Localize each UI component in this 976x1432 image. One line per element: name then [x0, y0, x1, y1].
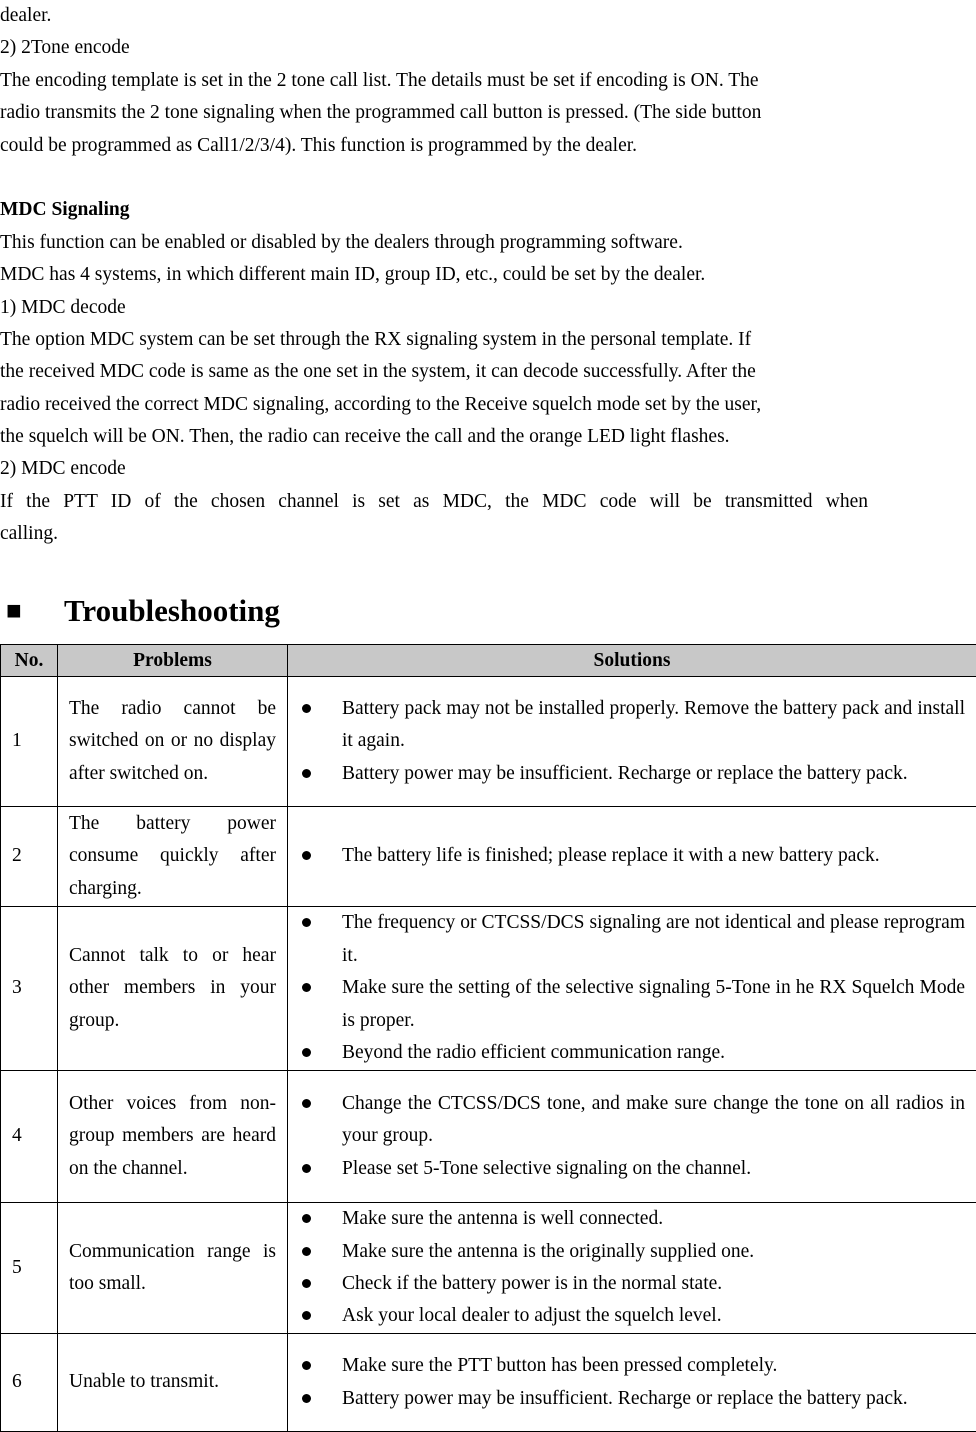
bullet-icon: [302, 918, 311, 927]
solution-item: [288, 972, 965, 1037]
problem-cell: Cannot talk to or hear other members in your group.: [58, 907, 288, 1071]
solutions-cell: [288, 807, 976, 907]
table-row: [1, 677, 976, 807]
solution-text: Make sure the setting of the selective signaling 5-Tone in he RX Squelch Mode is proper.: [342, 977, 965, 1030]
header-problems: Problems: [58, 645, 288, 677]
troubleshooting-table: [0, 644, 976, 1432]
solution-text: Battery power may be insufficient. Recharge or replace the battery pack.: [342, 763, 908, 784]
solutions-cell: [288, 1071, 976, 1203]
bullet-icon: [302, 1279, 311, 1288]
solution-item: [288, 1268, 965, 1300]
solution-text: Make sure the PTT button has been pressed completely.: [342, 1355, 777, 1376]
solutions-cell: [288, 677, 976, 807]
table-row: [1, 1334, 976, 1432]
paragraph-gap: [0, 162, 868, 194]
problem-cell: Communication range is too small.: [58, 1203, 288, 1334]
table-row: [1, 1071, 976, 1203]
section-heading: [0, 588, 280, 634]
solution-item: [288, 1383, 965, 1415]
solution-text: Battery pack may not be installed properly. Remove the battery pack and install it again.: [342, 698, 965, 751]
row-number: 2: [1, 807, 58, 907]
solutions-list: [288, 907, 965, 1069]
text-line: If the PTT ID of the chosen channel is set as MDC, the MDC code will be transmitted when: [0, 486, 868, 518]
text-line: The option MDC system can be set through the RX signaling system in the personal template. If: [0, 324, 868, 356]
bullet-icon: [302, 1164, 311, 1173]
text-line: This function can be enabled or disabled by the dealers through programming software.: [0, 227, 868, 259]
text-line: MDC has 4 systems, in which different main ID, group ID, etc., could be set by the dealer.: [0, 259, 868, 291]
square-bullet-icon: ■: [0, 588, 64, 634]
text-line: dealer.: [0, 0, 868, 32]
text-line: radio transmits the 2 tone signaling when the programmed call button is pressed. (The side button: [0, 97, 868, 129]
solution-text: Battery power may be insufficient. Recharge or replace the battery pack.: [342, 1388, 908, 1409]
problem-cell: The battery power consume quickly after charging.: [58, 807, 288, 907]
solution-item: [288, 840, 965, 872]
solution-text: Check if the battery power is in the normal state.: [342, 1273, 722, 1294]
solution-text: Please set 5-Tone selective signaling on the channel.: [342, 1158, 751, 1179]
solution-item: [288, 1088, 965, 1153]
section-title: Troubleshooting: [64, 593, 280, 628]
row-number: 4: [1, 1071, 58, 1203]
solution-text: Make sure the antenna is the originally supplied one.: [342, 1241, 754, 1262]
bullet-icon: [302, 1311, 311, 1320]
solution-item: [288, 1236, 965, 1268]
text-line: 2) 2Tone encode: [0, 32, 868, 64]
header-no: No.: [1, 645, 58, 677]
problem-cell: The radio cannot be switched on or no display after switched on.: [58, 677, 288, 807]
solution-item: [288, 1300, 965, 1332]
solutions-list: [288, 693, 965, 790]
bullet-icon: [302, 1099, 311, 1108]
bullet-icon: [302, 1048, 311, 1057]
solution-text: Make sure the antenna is well connected.: [342, 1208, 663, 1229]
bullet-icon: [302, 704, 311, 713]
bullet-icon: [302, 851, 311, 860]
table-row: [1, 907, 976, 1071]
row-number: 1: [1, 677, 58, 807]
bullet-icon: [302, 769, 311, 778]
solution-item: [288, 758, 965, 790]
bullet-icon: [302, 983, 311, 992]
text-line: calling.: [0, 518, 868, 550]
solution-item: [288, 1203, 965, 1235]
row-number: 5: [1, 1203, 58, 1334]
solution-text: Change the CTCSS/DCS tone, and make sure change the tone on all radios in your group.: [342, 1093, 965, 1146]
text-line: could be programmed as Call1/2/3/4). This function is programmed by the dealer.: [0, 130, 868, 162]
solution-item: [288, 693, 965, 758]
text-line: the received MDC code is same as the one set in the system, it can decode successfully. After the: [0, 356, 868, 388]
solutions-list: [288, 840, 965, 872]
text-line: 2) MDC encode: [0, 453, 868, 485]
row-number: 3: [1, 907, 58, 1071]
solutions-cell: [288, 907, 976, 1071]
row-number: 6: [1, 1334, 58, 1432]
header-solutions: Solutions: [288, 645, 976, 677]
solution-item: [288, 1037, 965, 1069]
intro-text-block: [0, 0, 868, 551]
solutions-list: [288, 1088, 965, 1185]
bullet-icon: [302, 1214, 311, 1223]
bullet-icon: [302, 1247, 311, 1256]
text-line: The encoding template is set in the 2 tone call list. The details must be set if encoding is ON. The: [0, 65, 868, 97]
solutions-cell: [288, 1334, 976, 1432]
text-line: radio received the correct MDC signaling, according to the Receive squelch mode set by the user,: [0, 389, 868, 421]
solution-text: Beyond the radio efficient communication range.: [342, 1042, 725, 1063]
problem-cell: Unable to transmit.: [58, 1334, 288, 1432]
solution-text: The frequency or CTCSS/DCS signaling are not identical and please reprogram it.: [342, 912, 965, 965]
bullet-icon: [302, 1361, 311, 1370]
solution-item: [288, 1350, 965, 1382]
problem-cell: Other voices from non-group members are heard on the channel.: [58, 1071, 288, 1203]
table-row: [1, 807, 976, 907]
solutions-list: [288, 1203, 965, 1333]
table-header-row: [1, 645, 976, 677]
solution-text: Ask your local dealer to adjust the squelch level.: [342, 1305, 722, 1326]
text-line: 1) MDC decode: [0, 292, 868, 324]
solution-item: [288, 1153, 965, 1185]
solutions-list: [288, 1350, 965, 1415]
bullet-icon: [302, 1394, 311, 1403]
solution-item: [288, 907, 965, 972]
solution-text: The battery life is finished; please replace it with a new battery pack.: [342, 845, 880, 866]
solutions-cell: [288, 1203, 976, 1334]
subheading: MDC Signaling: [0, 194, 868, 226]
table-row: [1, 1203, 976, 1334]
text-line: the squelch will be ON. Then, the radio can receive the call and the orange LED light flashes.: [0, 421, 868, 453]
